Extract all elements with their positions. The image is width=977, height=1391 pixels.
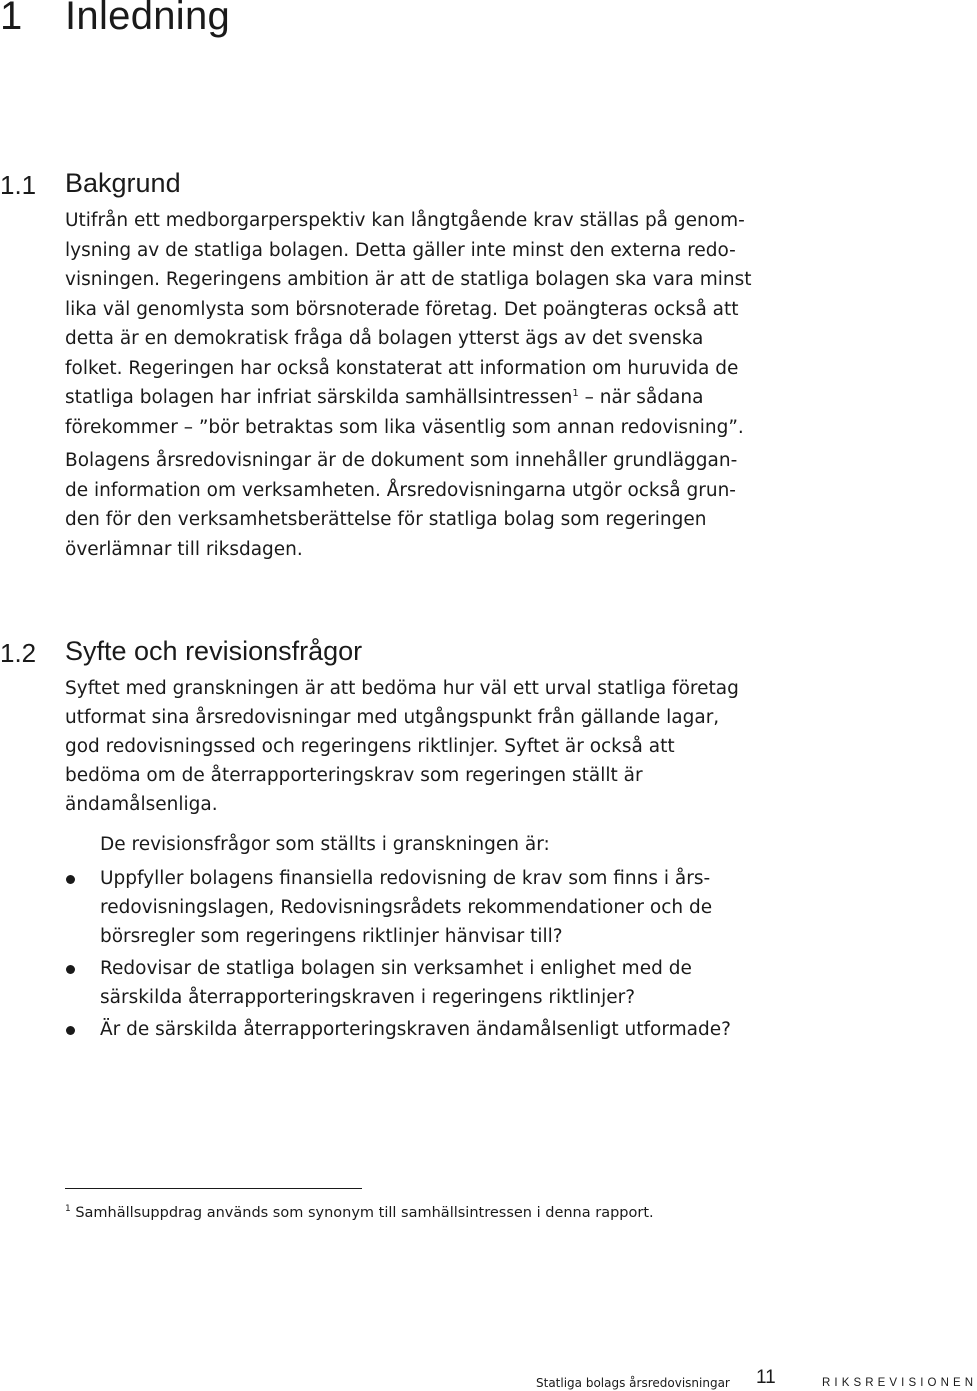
- list-item: [100, 954, 800, 1012]
- section-body: [65, 206, 765, 564]
- text-line: ändamålsenliga.: [65, 794, 218, 815]
- chapter-number: 1: [0, 0, 23, 38]
- section-body: [65, 674, 765, 819]
- text-line: Redovisar de statliga bolagen sin verksamhet i enlighet med de: [100, 958, 692, 979]
- list-item: [100, 864, 800, 951]
- section-title: Syfte och revisionsfrågor: [65, 636, 363, 666]
- text-line: förekommer – ”bör betraktas som lika väsentlig som annan redovisning”.: [65, 416, 744, 438]
- list-item: [100, 1015, 800, 1044]
- text-line: den för den verksamhetsberättelse för statliga bolag som regeringen: [65, 509, 707, 530]
- section-title: Bakgrund: [65, 168, 181, 198]
- text-line: bedöma om de återrapporteringskrav som regeringen ställt är: [65, 765, 643, 786]
- text-line: folket. Regeringen har också konstaterat att information om huruvida de: [65, 357, 739, 379]
- footnote: [65, 1205, 654, 1221]
- bullet-icon: [66, 875, 75, 884]
- bullet-icon: [66, 1026, 75, 1035]
- brand-logo: RIKSREVISIONEN: [822, 1377, 977, 1389]
- text-line: de information om verksamheten. Årsredovisningarna utgör också grun-: [65, 479, 736, 501]
- footnote-divider: [65, 1188, 362, 1189]
- footnote-reference[interactable]: 1: [572, 387, 579, 399]
- text-line: särskilda återrapporteringskraven i regeringens riktlinjer?: [100, 987, 636, 1008]
- footer-report-title: Statliga bolags årsredovisningar: [536, 1376, 730, 1390]
- text-line: utformat sina årsredovisningar med utgångspunkt från gällande lagar,: [65, 707, 720, 728]
- text-line: lika väl genomlysta som börsnoterade företag. Det poängteras också att: [65, 298, 739, 320]
- questions-intro: De revisionsfrågor som ställts i granskningen är:: [100, 834, 550, 855]
- text-line: lysning av de statliga bolagen. Detta gäller inte minst den externa redo-: [65, 239, 736, 261]
- text-line: Bolagens årsredovisningar är de dokument som innehåller grundläggan-: [65, 450, 738, 471]
- bullet-icon: [66, 965, 75, 974]
- footnote-text: Samhällsuppdrag används som synonym till samhällsintressen i denna rapport.: [75, 1205, 654, 1221]
- text-segment: statliga bolagen har infriat särskilda samhällsintressen: [65, 387, 573, 408]
- chapter-title: Inledning: [65, 0, 231, 38]
- text-line: Syftet med granskningen är att bedöma hur väl ett urval statliga företag: [65, 678, 739, 699]
- page-number: 11: [756, 1367, 776, 1388]
- text-line: Utifrån ett medborgarperspektiv kan långtgående krav ställas på genom-: [65, 210, 745, 231]
- text-line: visningen. Regeringens ambition är att de statliga bolagen ska vara minst: [65, 269, 752, 290]
- text-line: Uppfyller bolagens finansiella redovisning de krav som finns i års-: [100, 868, 711, 889]
- text-line: Är de särskilda återrapporteringskraven ändamålsenligt utformade?: [100, 1019, 731, 1040]
- text-line: detta är en demokratisk fråga då bolagen ytterst ägs av det svenska: [65, 328, 704, 349]
- text-line: god redovisningssed och regeringens riktlinjer. Syftet är också att: [65, 736, 675, 757]
- footnote-number: 1: [65, 1204, 71, 1215]
- section-number: 1.1: [0, 170, 37, 200]
- text-line-with-footnote: [65, 383, 765, 413]
- text-segment: – när sådana: [578, 387, 704, 408]
- section-number: 1.2: [0, 638, 37, 668]
- text-line: överlämnar till riksdagen.: [65, 538, 303, 560]
- text-line: redovisningslagen, Redovisningsrådets rekommendationer och de: [100, 897, 713, 918]
- text-line: börsregler som regeringens riktlinjer hänvisar till?: [100, 926, 563, 947]
